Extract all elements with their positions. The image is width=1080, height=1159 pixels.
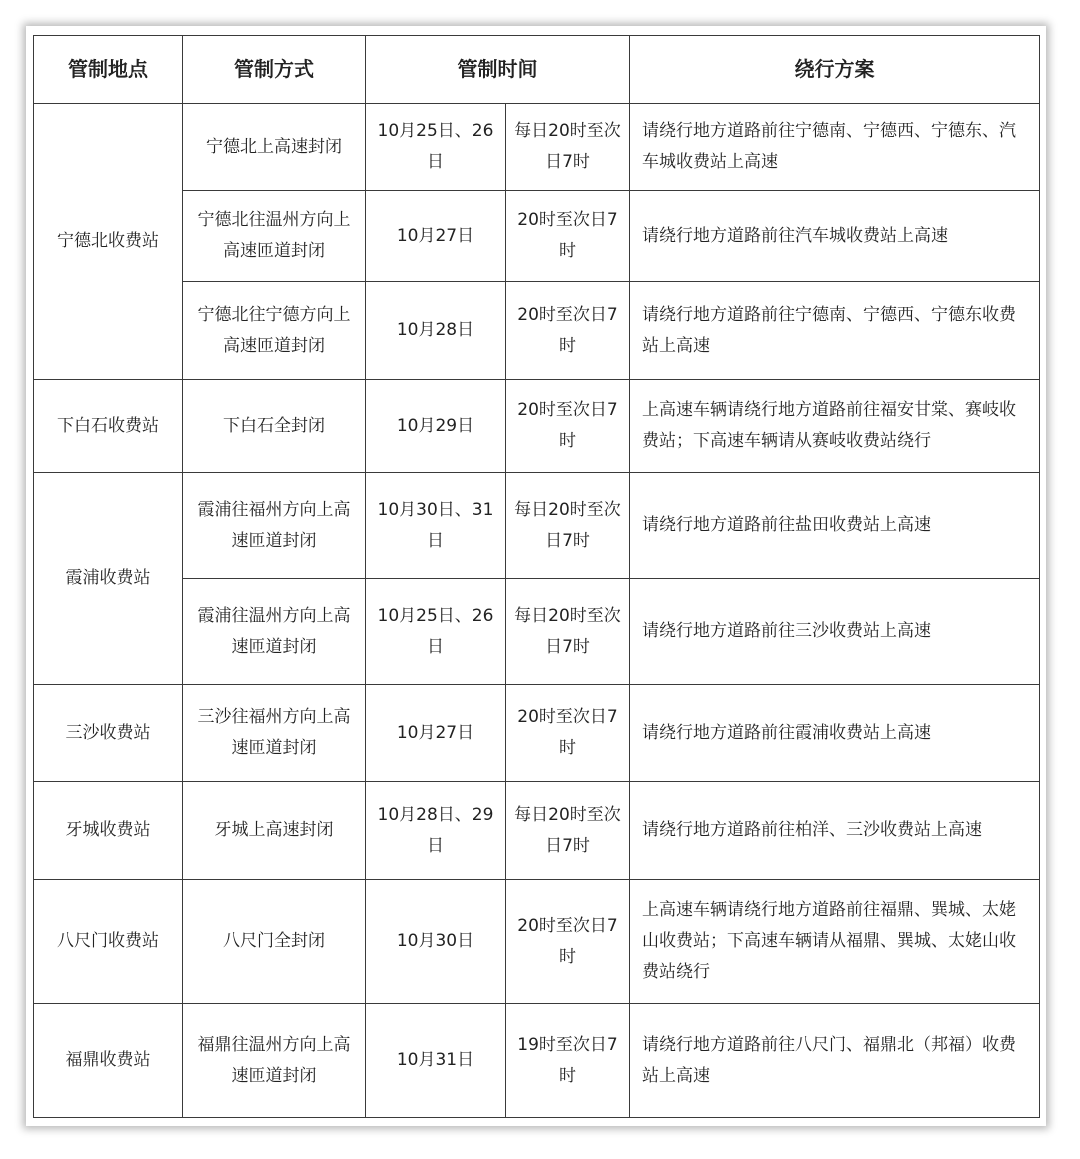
time-cell: 每日20时至次日7时 [506, 579, 630, 685]
header-plan: 绕行方案 [630, 36, 1040, 104]
method-cell: 宁德北往宁德方向上高速匝道封闭 [183, 282, 366, 380]
plan-cell: 请绕行地方道路前往八尺门、福鼎北（邦福）收费站上高速 [630, 1004, 1040, 1118]
time-cell: 每日20时至次日7时 [506, 473, 630, 579]
date-cell: 10月30日 [366, 880, 506, 1004]
date-cell: 10月25日、26日 [366, 579, 506, 685]
traffic-control-table [33, 35, 1040, 1118]
time-cell: 每日20时至次日7时 [506, 104, 630, 191]
date-cell: 10月25日、26日 [366, 104, 506, 191]
plan-cell: 请绕行地方道路前往柏洋、三沙收费站上高速 [630, 782, 1040, 880]
table-row [34, 473, 1040, 579]
date-cell: 10月31日 [366, 1004, 506, 1118]
table-row [34, 579, 1040, 685]
method-cell: 霞浦往温州方向上高速匝道封闭 [183, 579, 366, 685]
table-row [34, 880, 1040, 1004]
date-cell: 10月28日 [366, 282, 506, 380]
location-cell: 八尺门收费站 [34, 880, 183, 1004]
method-cell: 宁德北往温州方向上高速匝道封闭 [183, 191, 366, 282]
date-cell: 10月27日 [366, 685, 506, 782]
method-cell: 福鼎往温州方向上高速匝道封闭 [183, 1004, 366, 1118]
plan-cell: 上高速车辆请绕行地方道路前往福鼎、巽城、太姥山收费站；下高速车辆请从福鼎、巽城、太姥山收费站绕行 [630, 880, 1040, 1004]
plan-cell: 请绕行地方道路前往宁德南、宁德西、宁德东、汽车城收费站上高速 [630, 104, 1040, 191]
table-row [34, 685, 1040, 782]
location-cell: 福鼎收费站 [34, 1004, 183, 1118]
plan-cell: 请绕行地方道路前往三沙收费站上高速 [630, 579, 1040, 685]
table-row [34, 191, 1040, 282]
header-location: 管制地点 [34, 36, 183, 104]
header-time: 管制时间 [366, 36, 630, 104]
method-cell: 八尺门全封闭 [183, 880, 366, 1004]
method-cell: 下白石全封闭 [183, 380, 366, 473]
table-row [34, 380, 1040, 473]
time-cell: 20时至次日7时 [506, 880, 630, 1004]
date-cell: 10月30日、31日 [366, 473, 506, 579]
date-cell: 10月29日 [366, 380, 506, 473]
method-cell: 霞浦往福州方向上高速匝道封闭 [183, 473, 366, 579]
time-cell: 20时至次日7时 [506, 685, 630, 782]
date-cell: 10月27日 [366, 191, 506, 282]
plan-cell: 请绕行地方道路前往盐田收费站上高速 [630, 473, 1040, 579]
plan-cell: 请绕行地方道路前往霞浦收费站上高速 [630, 685, 1040, 782]
table-header-row [34, 36, 1040, 104]
location-cell: 牙城收费站 [34, 782, 183, 880]
plan-cell: 请绕行地方道路前往宁德南、宁德西、宁德东收费站上高速 [630, 282, 1040, 380]
date-cell: 10月28日、29日 [366, 782, 506, 880]
plan-cell: 上高速车辆请绕行地方道路前往福安甘棠、赛岐收费站；下高速车辆请从赛岐收费站绕行 [630, 380, 1040, 473]
time-cell: 20时至次日7时 [506, 282, 630, 380]
table-row [34, 104, 1040, 191]
table-row [34, 1004, 1040, 1118]
time-cell: 20时至次日7时 [506, 380, 630, 473]
time-cell: 19时至次日7时 [506, 1004, 630, 1118]
time-cell: 20时至次日7时 [506, 191, 630, 282]
location-cell: 三沙收费站 [34, 685, 183, 782]
time-cell: 每日20时至次日7时 [506, 782, 630, 880]
table-row [34, 282, 1040, 380]
method-cell: 牙城上高速封闭 [183, 782, 366, 880]
location-cell: 下白石收费站 [34, 380, 183, 473]
plan-cell: 请绕行地方道路前往汽车城收费站上高速 [630, 191, 1040, 282]
location-cell: 宁德北收费站 [34, 104, 183, 380]
header-method: 管制方式 [183, 36, 366, 104]
method-cell: 三沙往福州方向上高速匝道封闭 [183, 685, 366, 782]
method-cell: 宁德北上高速封闭 [183, 104, 366, 191]
location-cell: 霞浦收费站 [34, 473, 183, 685]
table-row [34, 782, 1040, 880]
